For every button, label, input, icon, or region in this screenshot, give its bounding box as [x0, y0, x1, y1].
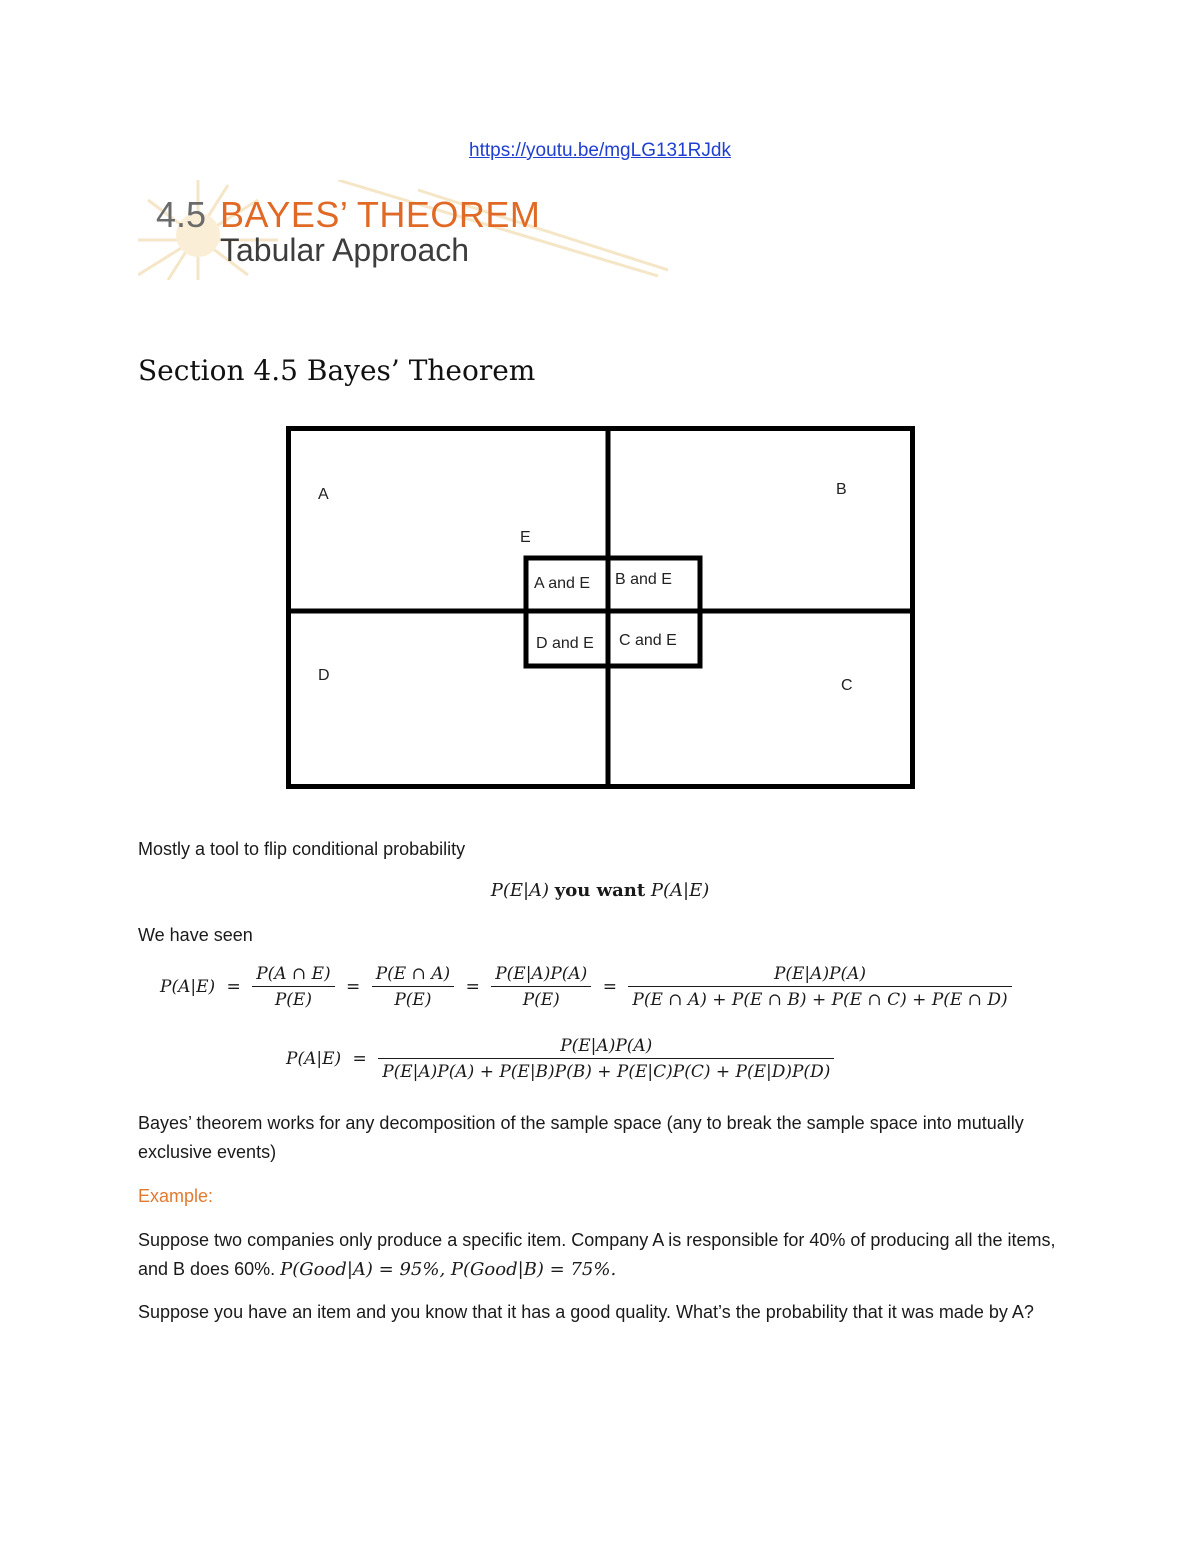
- cell-d-and-e: D and E: [536, 635, 594, 652]
- flip-formula: [0, 880, 1200, 901]
- sample-space-diagram: [286, 426, 916, 790]
- f1-eq-3: =: [465, 977, 480, 997]
- example-paragraph-1: [138, 1226, 1058, 1284]
- example-label: Example:: [138, 1186, 214, 1206]
- f1-fraction-4: [628, 964, 1011, 1010]
- section-title: Section 4.5 Bayes’ Theorem: [138, 354, 536, 387]
- f1-frac4-den: P(E ∩ A) + P(E ∩ B) + P(E ∩ C) + P(E ∩ D): [632, 990, 1008, 1010]
- region-label-d: D: [318, 667, 330, 684]
- banner-title: BAYES’ THEOREM: [220, 194, 541, 235]
- f2-num: P(E|A)P(A): [378, 1036, 834, 1059]
- f1-fraction-1: [252, 964, 334, 1010]
- cell-c-and-e: C and E: [619, 632, 677, 649]
- f1-frac1-den: P(E): [274, 990, 312, 1010]
- cell-b-and-e: B and E: [615, 571, 672, 588]
- f2-lhs: P(A|E): [286, 1049, 342, 1069]
- f1-frac1-num: P(A ∩ E): [252, 964, 334, 987]
- f1-frac2-den: P(E): [394, 990, 432, 1010]
- region-label-e: E: [520, 529, 531, 546]
- f2-den: P(E|A)P(A) + P(E|B)P(B) + P(E|C)P(C) + P(E|D)P(D): [382, 1062, 831, 1082]
- flip-word: you want: [554, 880, 646, 901]
- video-link[interactable]: https://youtu.be/mgLG131RJdk: [469, 140, 731, 161]
- f1-frac3-num: P(E|A)P(A): [491, 964, 591, 987]
- diagram-lines: [286, 426, 916, 790]
- f1-eq-2: =: [346, 977, 361, 997]
- banner-section-number: 4.5: [156, 194, 207, 235]
- decomposition-text: Bayes’ theorem works for any decomposition of the sample space (any to break the sample space into mutually exclusive events): [138, 1113, 1024, 1162]
- flip-right: P(A|E): [650, 880, 710, 901]
- f2-eq: =: [352, 1049, 367, 1069]
- f1-eq-4: =: [602, 977, 617, 997]
- cell-a-and-e: A and E: [534, 575, 591, 592]
- section-banner: [138, 180, 668, 280]
- f1-fraction-3: [491, 964, 591, 1010]
- bayes-derivation: [160, 964, 1012, 1010]
- f1-frac4-num: P(E|A)P(A): [628, 964, 1011, 987]
- f1-fraction-2: [372, 964, 454, 1010]
- flip-left: P(E|A): [490, 880, 550, 901]
- f1-eq-1: =: [226, 977, 241, 997]
- bayes-total-probability: [286, 1036, 834, 1082]
- seen-text: We have seen: [138, 925, 253, 945]
- region-label-c: C: [841, 677, 853, 694]
- region-label-b: B: [836, 481, 847, 498]
- f1-frac2-num: P(E ∩ A): [372, 964, 454, 987]
- intro-text: Mostly a tool to flip conditional probability: [138, 839, 466, 859]
- banner-subtitle: Tabular Approach: [220, 232, 470, 268]
- example-p1-math: P(Good|A) = 95%, P(Good|B) = 75%.: [280, 1259, 617, 1280]
- region-label-a: A: [318, 486, 329, 503]
- example-p1-text: Suppose two companies only produce a specific item. Company A is responsible for 40% of producing all the items, and B does 60%.: [138, 1230, 1056, 1279]
- video-link-line: [0, 140, 1200, 162]
- example-paragraph-2: Suppose you have an item and you know that it has a good quality. What’s the probability that it was made by A?: [138, 1302, 1034, 1322]
- f1-frac3-den: P(E): [522, 990, 560, 1010]
- f1-lhs: P(A|E): [160, 977, 216, 997]
- f2-fraction: [378, 1036, 834, 1082]
